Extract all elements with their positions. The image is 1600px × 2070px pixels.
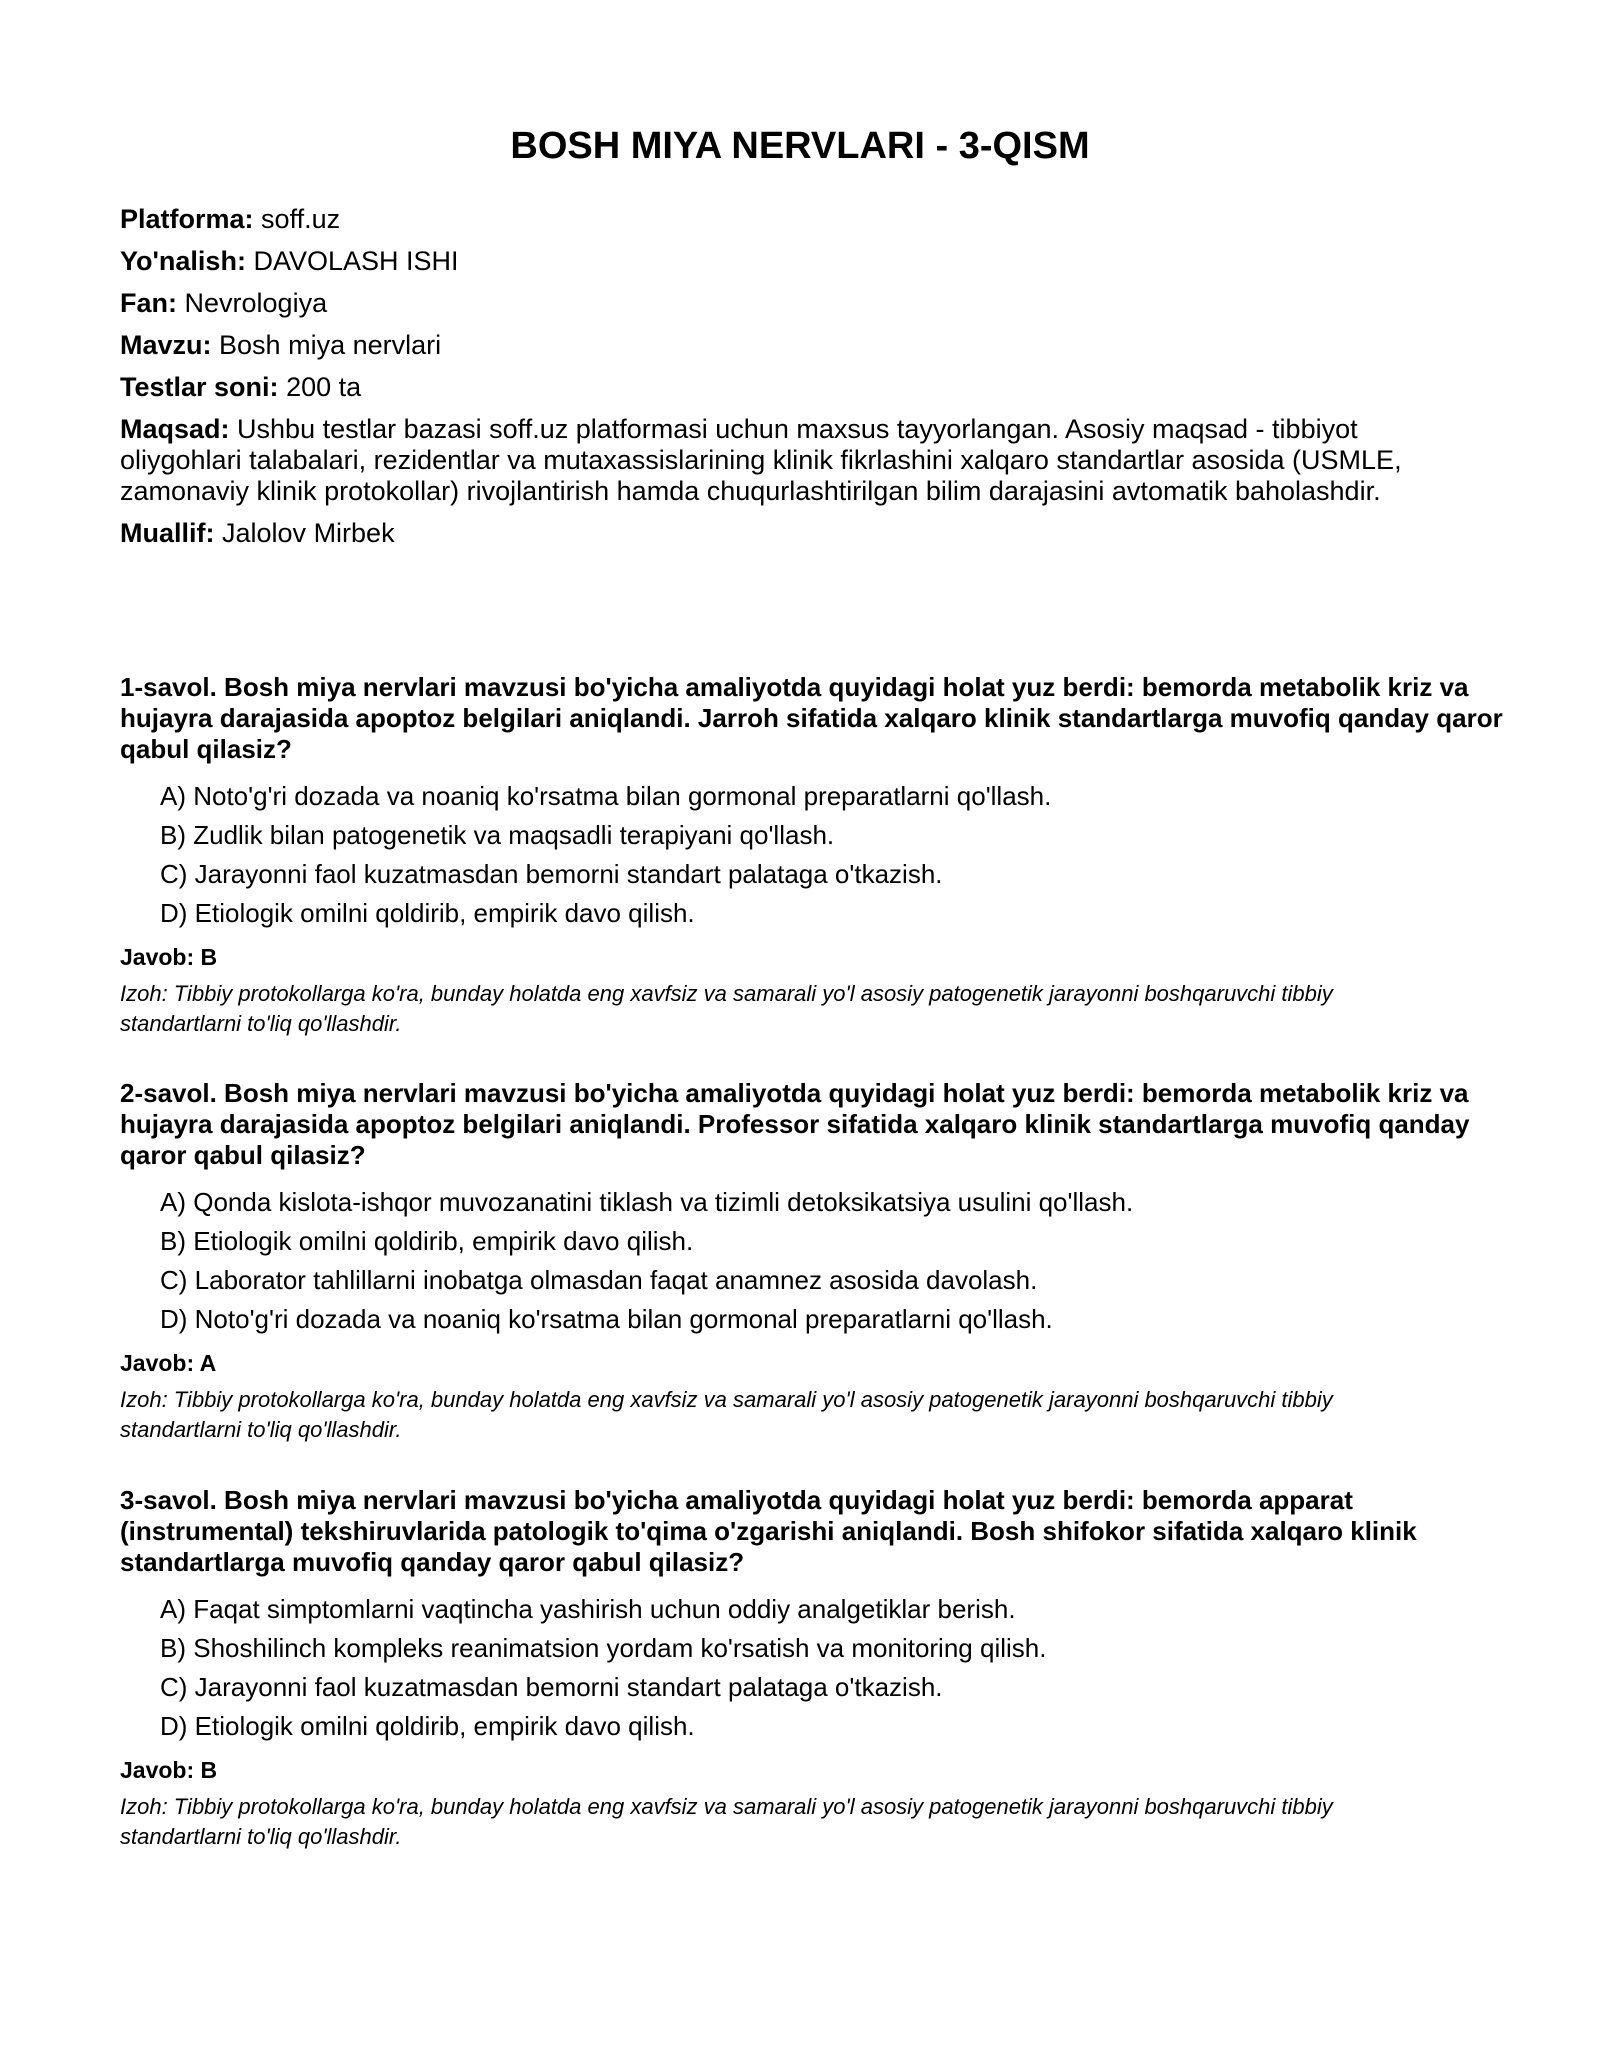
meta-key: Fan: [120, 288, 177, 318]
option-b: B) Shoshilinch kompleks reanimatsion yordam ko'rsatish va monitoring qilish. [160, 1633, 1047, 1663]
question-2 [120, 1078, 1510, 1445]
meta-platforma [120, 204, 1440, 235]
meta-value: DAVOLASH ISHI [253, 246, 459, 276]
explanation: Izoh: Tibbiy protokollarga ko'ra, bunday holatda eng xavfsiz va samarali yo'l asosiy patogenetik jarayonni boshqaruvchi tibbiy standartlarni to'liq qo'llashdir. [120, 981, 1333, 1036]
meta-value: soff.uz [261, 204, 341, 234]
meta-value: Jalolov Mirbek [222, 518, 395, 548]
question-1 [120, 672, 1510, 1039]
option-c: C) Laborator tahlillarni inobatga olmasdan faqat anamnez asosida davolash. [160, 1265, 1038, 1295]
option-d: D) Noto'g'ri dozada va noaniq ko'rsatma bilan gormonal preparatlarni qo'llash. [160, 1304, 1053, 1334]
question-text: 2-savol. Bosh miya nervlari mavzusi bo'yicha amaliyotda quyidagi holat yuz berdi: bemorda metabolik kriz va hujayra darajasida apoptoz belgilari aniqlandi. Professor sifatida xalqaro klinik standartlarga muvofiq qanday qaror qabul qilasiz? [120, 1078, 1470, 1170]
options-list [120, 1594, 1510, 1742]
meta-key: Yo'nalish: [120, 246, 246, 276]
meta-key: Testlar soni: [120, 372, 279, 402]
meta-fan [120, 288, 1440, 319]
option-b: B) Etiologik omilni qoldirib, empirik davo qilish. [160, 1226, 694, 1256]
meta-value: Bosh miya nervlari [219, 330, 442, 360]
question-text: 3-savol. Bosh miya nervlari mavzusi bo'yicha amaliyotda quyidagi holat yuz berdi: bemorda apparat (instrumental) tekshiruvlarida patologik to'qima o'zgarishi aniqlandi. Bosh shifokor sifatida xalqaro klinik standartlarga muvofiq qanday qaror qabul qilasiz? [120, 1485, 1417, 1577]
question-text: 1-savol. Bosh miya nervlari mavzusi bo'yicha amaliyotda quyidagi holat yuz berdi: bemorda metabolik kriz va hujayra darajasida apoptoz belgilari aniqlandi. Jarroh sifatida xalqaro klinik standartlarga muvofiq qanday qaror qabul qilasiz? [120, 672, 1503, 764]
option-c: C) Jarayonni faol kuzatmasdan bemorni standart palataga o'tkazish. [160, 1672, 943, 1702]
option-d: D) Etiologik omilni qoldirib, empirik davo qilish. [160, 898, 695, 928]
option-c: C) Jarayonni faol kuzatmasdan bemorni standart palataga o'tkazish. [160, 859, 943, 889]
answer: Javob: B [120, 944, 218, 970]
meta-value: Nevrologiya [184, 288, 328, 318]
option-a: A) Faqat simptomlarni vaqtincha yashirish uchun oddiy analgetiklar berish. [160, 1594, 1016, 1624]
option-b: B) Zudlik bilan patogenetik va maqsadli terapiyani qo'llash. [160, 820, 835, 850]
meta-key: Mavzu: [120, 330, 212, 360]
meta-testlar-soni [120, 372, 1440, 403]
meta-key: Platforma: [120, 204, 254, 234]
meta-key: Muallif: [120, 518, 215, 548]
meta-muallif [120, 518, 1440, 549]
meta-yonalish [120, 246, 1440, 277]
option-d: D) Etiologik omilni qoldirib, empirik davo qilish. [160, 1711, 695, 1741]
options-list [120, 1187, 1510, 1335]
meta-mavzu [120, 330, 1440, 361]
option-a: A) Qonda kislota-ishqor muvozanatini tiklash va tizimli detoksikatsiya usulini qo'llash. [160, 1187, 1134, 1217]
question-3 [120, 1485, 1510, 1852]
meta-value: Ushbu testlar bazasi soff.uz platformasi uchun maxsus tayyorlangan. Asosiy maqsad - tibbiyot oliygohlari talabalari, rezidentlar va mutaxassislarining klinik fikrlashini xalqaro standartlar asosida (USMLE, zamonaviy klinik protokollar) rivojlantirish hamda chuqurlashtirilgan bilim darajasini avtomatik baholashdir. [120, 414, 1402, 506]
meta-maqsad [120, 414, 1440, 507]
meta-value: 200 ta [286, 372, 362, 402]
document-meta [120, 204, 1440, 560]
answer: Javob: A [120, 1350, 217, 1376]
answer: Javob: B [120, 1757, 218, 1783]
options-list [120, 781, 1510, 929]
explanation: Izoh: Tibbiy protokollarga ko'ra, bunday holatda eng xavfsiz va samarali yo'l asosiy patogenetik jarayonni boshqaruvchi tibbiy standartlarni to'liq qo'llashdir. [120, 1387, 1333, 1442]
explanation: Izoh: Tibbiy protokollarga ko'ra, bunday holatda eng xavfsiz va samarali yo'l asosiy patogenetik jarayonni boshqaruvchi tibbiy standartlarni to'liq qo'llashdir. [120, 1794, 1333, 1849]
option-a: A) Noto'g'ri dozada va noaniq ko'rsatma bilan gormonal preparatlarni qo'llash. [160, 781, 1052, 811]
document-title: BOSH MIYA NERVLARI - 3-QISM [510, 125, 1090, 167]
meta-key: Maqsad: [120, 414, 230, 444]
